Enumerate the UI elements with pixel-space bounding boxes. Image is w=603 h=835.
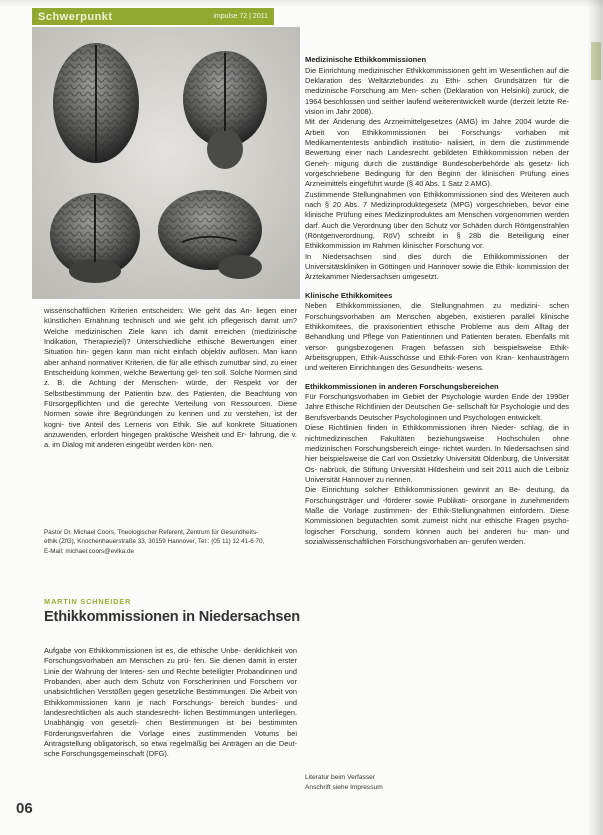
paragraph: Für Forschungsvorhaben im Gebiet der Psychologie wurden Ende der 1990er Jahre Ethische Richtlinien der Deutschen Ge- sellschaft für Psychologie und des Berufsverbands Deutscher Psychologinnen und Psychologen entwickelt. (305, 392, 569, 422)
paragraph: Die Einrichtung solcher Ethikkommissionen gewinnt an Be- deutung, da Forschungsträger und -förderer sowie Publikati- onsorgane in zunehmendem Maße die Vorlage zustimmen- der Ethik-Stellungnahmen einfordern. Diese Kommissionen begutachten somit zumeist nicht nur ethische Fragen psycho- logischer Forschung, sondern können auch bei anderen hu- man- und sozialwissenschaftlichen Forschungsvorhaben an- gerufen werden. (305, 485, 569, 546)
paragraph: Mit der Änderung des Arzneimittelgesetzes (AMG) im Jahre 2004 wurde die Arbeit von Ethikkommissionen bei Forschungs- vorhaben mit Medikamententests anbindlich institutio- nalisiert, in dem die zustimmende Bewertung einer nach Landesrecht gebildeten Ethikkommission neben der Geneh- migung durch die zuständige Bundesoberbehörde als gesetz- lich vorgeschriebene Bedingung für den Beginn der klinischen Prüfung eines Arzneimittels eingeführt wurde (§ 40 Abs. 1 Satz 2 AMG). (305, 117, 569, 189)
paragraph: Neben Ethikkommissionen, die Stellungnahmen zu medizini- schen Forschungsvorhaben am Menschen abgeben, existieren parallel klinische Ethikkomitees, die praxisorientiert ethische Probleme aus dem Alltag der Behandlung und Pflege von Patientinnen und Patienten beraten. Ebenfalls mit versor- gungsbezogenen Fragen befassen sich beispielsweise Ethik- Arbeitsgruppen, Ethik-Ausschüsse und Ethik-Foren von Kran- kenhausträgern und weiteren Einrichtungen des Gesundheits- wesens. (305, 301, 569, 373)
address-line: Anschrift siehe Impressum (305, 784, 383, 791)
article-author-label: MARTIN SCHNEIDER (44, 597, 132, 606)
literature-line: Literatur beim Verfasser (305, 774, 375, 781)
brain-models-photo (32, 27, 300, 299)
paragraph: In Niedersachsen sind dies durch die Ethikkommissionen der Universitätskliniken in Göttingen und Hannover sowie die Ethik- kommission der Ärztekammer Niedersachsen umgesetzt. (305, 251, 569, 282)
section-heading: Ethikkommissionen in anderen Forschungsbereichen (305, 381, 499, 391)
paragraph: Diese Richtlinien finden in Ethikkommissionen ihren Nieder- schlag, die in nichtmedizinischen Fakultäten beziehungsweise Hochschulen ohne medizinischen Forschungsbereich einge- richtet wurden. In Niedersachsen sind hier beispielsweise die Carl von Ossietzky Universität Oldenburg, die Universität Os- nabrück, die Stiftung Universität Hildesheim und seit 2011 auch die Leibniz Universität Hannover zu nennen. (305, 423, 569, 484)
paragraph: Zustimmende Stellungnahmen von Ethikkommissionen sind des Weiteren auch nach § 20 Abs. 7 Medizinproduktegesetz (MPG) vorgeschrieben, bevor eine klinische Prüfung eines Medizinproduktes am Menschen vorgenommen werden darf. Auch die Verordnung über den Schutz vor Schäden durch Röntgenstrahlen (Röntgenverordnung, RöV) schreibt in § 28b die Beteiligung einer Ethikkommission im Rahmen klinischer Forschung vor. (305, 189, 569, 251)
author-email: E-Mail: michael.coors@evlka.de (44, 547, 135, 555)
paragraph: Aufgabe von Ethikkommissionen ist es, die ethische Unbe- denklichkeit von Forschungsvorhaben am Menschen zu prü- fen. Sie dienen damit in erster Linie der Wahrung der Interes- sen und Rechte beteiligter Probandinnen und Probanden, aber auch dem Schutz von Forscherinnen und Forschern vor unabsichtlichen Verstößen gegen gesetzliche Bestimmungen. Die Arbeit von Ethikkommissionen kann je nach Forschungs- bereich bundes- und landesrechtlichen als auch standesrecht- lichen Bestimmungen unterliegen. Unabhängig von gesetzli- chen Bestimmungen ist bei bestimmten Förderungsverfahren die Vorlage eines zustimmenden Votums bei Antragstellung obligatorisch, so etwa regelmäßig bei Anträgen an die Deut- sche Forschungsgemeinschaft (DFG). (44, 646, 297, 759)
author-line: Pastor Dr. Michael Coors, Theologischer Referent, Zentrum für Gesundheits- (44, 529, 259, 536)
author-line: ethik (ZfG), Knochenhauerstraße 33, 30159 Hannover, Tel.: (05 11) 12 41-6 70, (44, 538, 265, 546)
literature-note (305, 773, 383, 793)
left-column-continued-text (44, 306, 297, 451)
page-fold-shadow (587, 0, 603, 835)
paragraph: Die Einrichtung medizinischer Ethikkommissionen geht im Wesentlichen auf die Deklaration des Weltärztebundes zu Ethi- schen Grundsätzen für die medizinische Forschung am Men- schen (Deklaration von Helsinki) zurück, die 1964 beschlossen und seither laufend weiterentwickelt wurde (derzeit letzte Re- vision im Jahr 2008). (305, 65, 569, 116)
right-column (305, 55, 569, 547)
paragraph: wissenschaftlichen Kriterien entscheiden: Wie geht das An- liegen einer künstlichen Ernährung technisch und wie geht ich pflegerisch damit um? Welche medizinischen Ziele kann ich damit erreichen (medizinische Indikation, Therapieziel)? Unterschiedliche ethische Bewertungen einer Situation hin- gegen kann man nicht einfach objektiv auflösen. Man kann aber anhand normativer Kriterien, die für alle ethisch zumutbar sind, zu einer Entscheidung kommen, welche Bewertung gel- ten soll. Solche Normen sind z. B. die Achtung der Menschen- würde, der Respekt vor der Selbstbestimmung der Patientin bzw. des Patienten, die Beachtung von Fürsorgepflichten und die gerechte Verteilung von Ressourcen. Diese Normen sowie ihre Begründungen zu kennen und zu verstehen, ist der kogni- tive Anteil des Lernens von Ethik. Sie auf konkrete Situationen anzuwenden, erfordert hingegen praktische Weisheit und Er- fahrung, die v. a. im Dialog mit anderen eingeübt werden kön- nen. (44, 306, 297, 450)
article-title: Ethikkommissionen in Niedersachsen (44, 609, 300, 625)
author-info (44, 528, 297, 556)
section-heading: Klinische Ethikkomitees (305, 290, 393, 300)
section-heading: Medizinische Ethikkommissionen (305, 55, 427, 64)
page-number: 06 (16, 800, 33, 817)
section-header (32, 8, 274, 25)
page-shadow-top (0, 0, 603, 8)
section-name: Schwerpunkt (38, 10, 113, 23)
issue-number: impulse 72 | 2011 (213, 13, 268, 20)
article-intro-text (44, 646, 297, 760)
